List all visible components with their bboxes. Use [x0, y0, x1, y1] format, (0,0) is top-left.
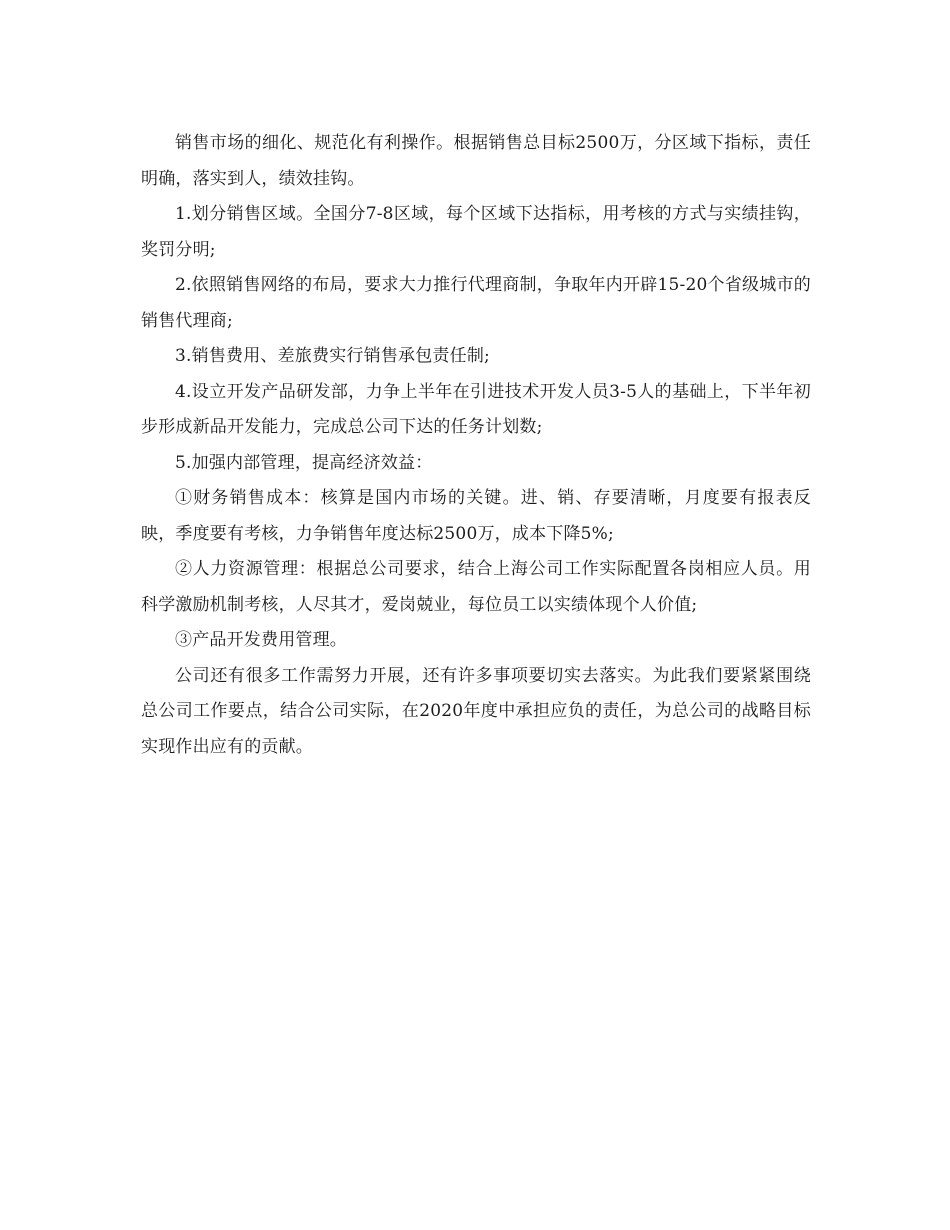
document-body [141, 126, 811, 765]
paragraph-subitem-hr: ②人力资源管理：根据总公司要求，结合上海公司工作实际配置各岗相应人员。用科学激励机制考核，人尽其才，爱岗兢业，每位员工以实绩体现个人价值; [141, 559, 811, 615]
paragraph-intro: 销售市场的细化、规范化有利操作。根据销售总目标2500万，分区域下指标，责任明确，落实到人，绩效挂钩。 [141, 133, 811, 189]
paragraph-item-5: 5.加强内部管理，提高经济效益： [175, 452, 433, 473]
paragraph-subitem-product: ③产品开发费用管理。 [175, 630, 347, 650]
paragraph-item-3: 3.销售费用、差旅费实行销售承包责任制; [175, 346, 490, 366]
paragraph-conclusion: 公司还有很多工作需努力开展，还有许多事项要切实去落实。为此我们要紧紧围绕总公司工作要点，结合公司实际，在2020年度中承担应负的责任，为总公司的战略目标实现作出应有的贡献。 [141, 665, 811, 757]
paragraph-subitem-finance: ①财务销售成本：核算是国内市场的关键。进、销、存要清晰，月度要有报表反映，季度要有考核，力争销售年度达标2500万，成本下降5%; [141, 488, 811, 544]
paragraph-item-1: 1.划分销售区域。全国分7-8区域，每个区域下达指标，用考核的方式与实绩挂钩，奖罚分明; [141, 204, 811, 260]
paragraph-item-2: 2.依照销售网络的布局，要求大力推行代理商制，争取年内开辟15-20个省级城市的销售代理商; [141, 275, 811, 331]
paragraph-item-4: 4.设立开发产品研发部，力争上半年在引进技术开发人员3-5人的基础上，下半年初步形成新品开发能力，完成总公司下达的任务计划数; [141, 381, 811, 437]
